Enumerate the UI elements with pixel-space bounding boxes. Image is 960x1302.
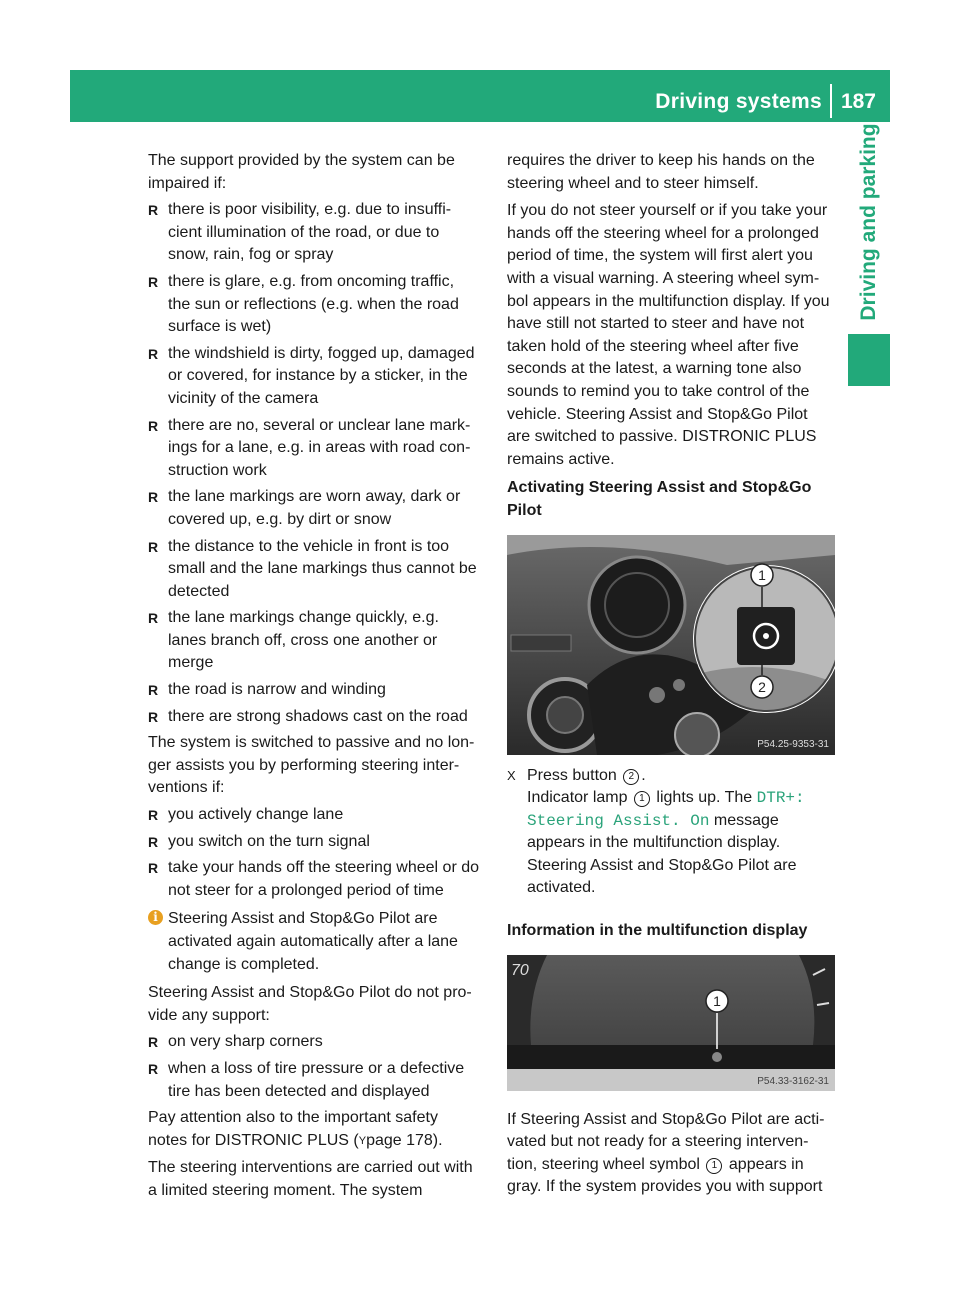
passive-list — [148, 804, 480, 902]
header-bar — [70, 70, 890, 122]
list-item: R on very sharp corners — [148, 1031, 480, 1054]
warning-paragraph: If you do not steer yourself or if you take your hands off the steering wheel for a prolonged period of time, the system will first alert you with a visual warning. A steering wheel sym-bol appears in the multifunction display. If you have still not started to steer and have not taken hold of the steering wheel after five seconds at the latest, a warning tone also sounds to remind you to take control of the vehicle. Steering Assist and Stop&Go Pilot are switched to passive. DISTRONIC PLUS remains active. — [507, 202, 830, 468]
step-arrow-icon: X — [507, 767, 516, 783]
steering-moment-paragraph: The steering interventions are carried out with a limited steering moment. The system — [148, 1159, 473, 1199]
continued-paragraph: requires the driver to keep his hands on the steering wheel and to steer himself. — [507, 152, 815, 192]
list-item: R there are strong shadows cast on the road — [148, 706, 480, 729]
bullet-icon: R — [148, 273, 159, 290]
passive-paragraph: The system is switched to passive and no lon-ger assists you by performing steering inter-ventions if: — [148, 734, 475, 797]
callout-2-label: 2 — [758, 678, 766, 695]
safety-notes-paragraph: Pay attention also to the important safety notes for DISTRONIC PLUS (Ypage 178). — [148, 1109, 443, 1149]
info-icon: i — [148, 910, 163, 925]
list-item: R you switch on the turn signal — [148, 831, 480, 854]
right-column — [507, 150, 835, 1204]
bullet-icon: R — [148, 1060, 159, 1077]
bullet-icon: R — [148, 202, 159, 219]
list-item: R there is poor visibility, e.g. due to insuffi-cient illumination of the road, or due to snow, rain, fog or spray — [148, 201, 452, 264]
bullet-icon: R — [148, 1034, 159, 1051]
callout-1-label: 1 — [758, 566, 766, 583]
list-item: R the lane markings change quickly, e.g. lanes branch off, cross one another or merge — [148, 609, 439, 672]
page-reference-link[interactable]: page 178 — [366, 1131, 433, 1149]
page-number: 187 — [840, 90, 876, 113]
list-item: R the road is narrow and winding — [148, 679, 480, 702]
multifunction-heading: Information in the multifunction display — [507, 922, 808, 940]
display-message: DTR+: Steering Assist. On — [527, 789, 805, 830]
multifunction-display-figure — [507, 955, 835, 1091]
lamp-1-marker: 1 — [634, 791, 650, 807]
bullet-icon: R — [148, 807, 159, 824]
intro-paragraph: The support provided by the system can be impaired if: — [148, 152, 455, 192]
bullet-icon: R — [148, 489, 159, 506]
bullet-icon: R — [148, 708, 159, 725]
info-note-text: Steering Assist and Stop&Go Pilot are activated again automatically after a lane change is completed. — [168, 910, 458, 973]
callout-1-label: 1 — [713, 992, 721, 1009]
bullet-icon: R — [148, 610, 159, 627]
list-item: R when a loss of tire pressure or a defective tire has been detected and displayed — [148, 1059, 465, 1100]
figure-code: P54.25-9353-31 — [757, 738, 829, 750]
bullet-icon: R — [148, 538, 159, 555]
bullet-icon: R — [148, 682, 159, 699]
figure-code: P54.33-3162-31 — [757, 1075, 829, 1087]
header-divider — [830, 84, 832, 118]
steering-wheel-figure — [507, 535, 835, 755]
list-item: R you actively change lane — [148, 804, 480, 827]
impairment-list — [148, 199, 480, 728]
list-item: R the distance to the vehicle in front is too small and the lane markings thus cannot be detected — [148, 537, 477, 600]
no-support-paragraph: Steering Assist and Stop&Go Pilot do not pro-vide any support: — [148, 984, 472, 1024]
gray-symbol-paragraph: If Steering Assist and Stop&Go Pilot are acti-vated but not ready for a steering interven-tion, steering wheel symbol 1 appears in gray. If the system provides you with support — [507, 1110, 825, 1196]
bullet-icon: R — [148, 860, 159, 877]
list-item: R the windshield is dirty, fogged up, damaged or covered, for instance by a sticker, in the vicinity of the camera — [148, 344, 475, 407]
speed-dial-text: 70 — [511, 961, 529, 979]
left-column — [148, 150, 480, 1208]
list-item: R take your hands off the steering wheel or do not steer for a prolonged period of time — [148, 859, 480, 899]
list-item: R there is glare, e.g. from oncoming traffic, the sun or reflections (e.g. when the road surface is wet) — [148, 272, 459, 336]
button-2-marker: 2 — [623, 769, 639, 785]
section-title: Driving systems — [655, 90, 822, 113]
no-support-list — [148, 1031, 480, 1103]
symbol-1-marker: 1 — [706, 1158, 722, 1174]
bullet-icon: R — [148, 833, 159, 850]
page-ref-arrow-icon: Y — [358, 1134, 367, 1147]
list-item: R the lane markings are worn away, dark or covered up, e.g. by dirt or snow — [148, 488, 461, 528]
side-tab-block — [848, 334, 890, 386]
info-note — [148, 908, 480, 976]
list-item: R there are no, several or unclear lane mark-ings for a lane, e.g. in areas with road con-struction work — [148, 416, 471, 479]
bullet-icon: R — [148, 345, 159, 362]
activating-heading: Activating Steering Assist and Stop&Go Pilot — [507, 479, 812, 519]
side-tab-label: Driving and parking — [857, 123, 880, 321]
press-button-step: X Press button 2 . Indicator lamp 1 lights up. The DTR+: Steering Assist. On message appears in the multifunction display. Steering Assist and Stop&Go Pilot are activated. — [507, 766, 805, 897]
bullet-icon: R — [148, 417, 159, 434]
